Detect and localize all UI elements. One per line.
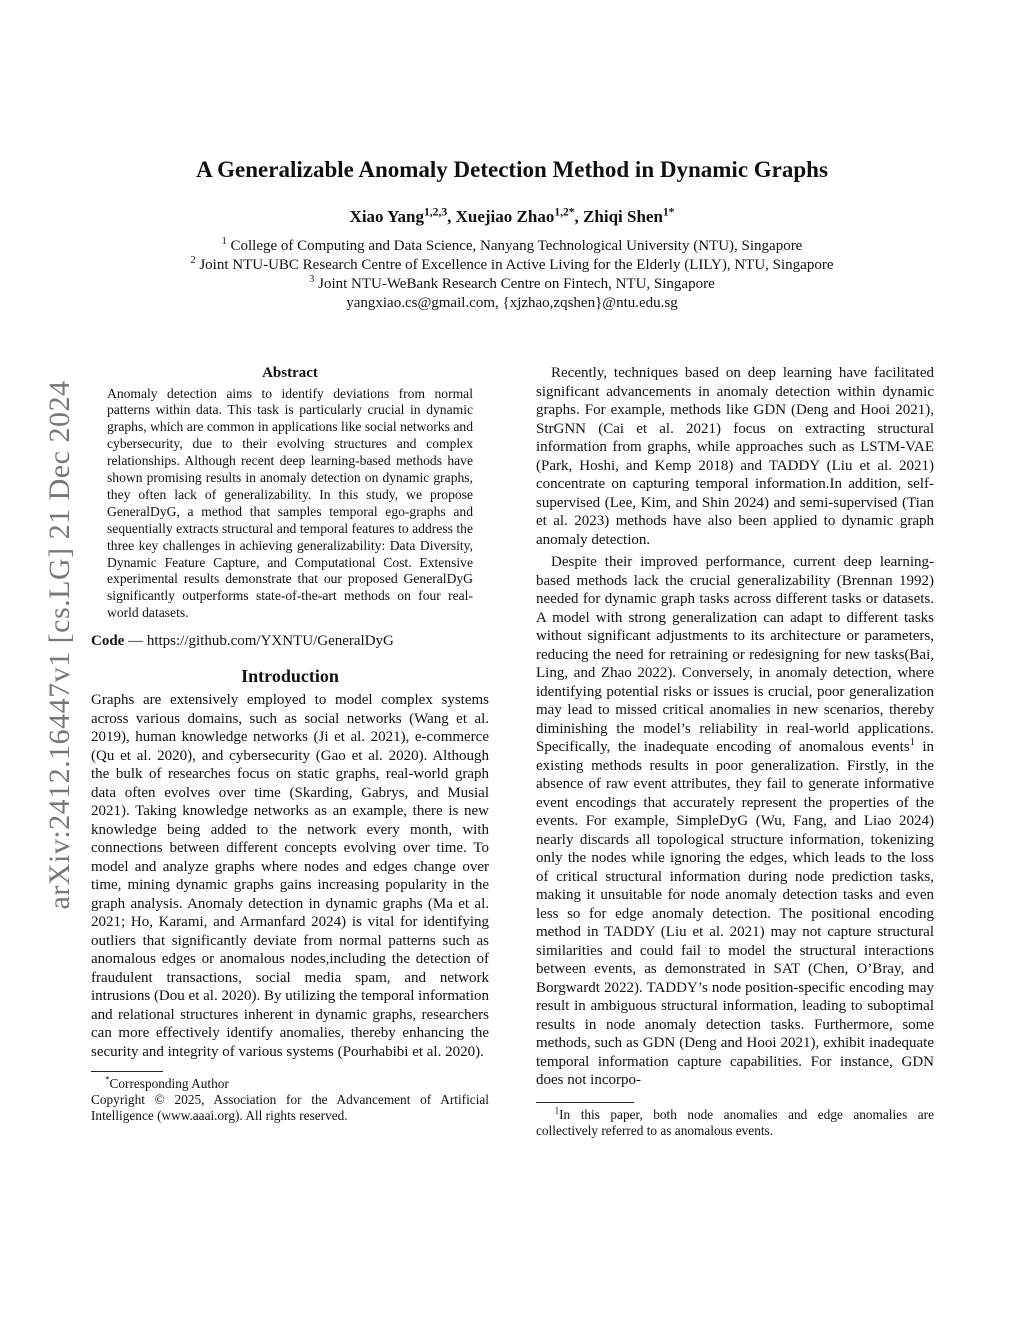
affiliation xyxy=(0,275,1024,294)
paper-title: A Generalizable Anomaly Detection Method in Dynamic Graphs xyxy=(196,157,828,182)
abstract-heading: Abstract xyxy=(262,365,318,381)
corresponding-author-note xyxy=(91,1076,489,1092)
footnote-divider xyxy=(536,1102,634,1103)
footnote-text: In this paper, both node anomalies and edge anomalies are collectively referred to as anomalous events. xyxy=(536,1106,934,1138)
affiliation-text: Joint NTU-UBC Research Centre of Excellence in Active Living for the Elderly (LILY), NTU, Singapore xyxy=(199,257,834,273)
author-marks: 1,2,3 xyxy=(424,205,448,219)
intro-paragraph-3 xyxy=(536,553,934,1090)
footnote-mark: 1 xyxy=(554,1105,560,1116)
affiliations xyxy=(0,237,1024,313)
right-column xyxy=(536,364,934,1139)
intro-paragraph-2: Recently, techniques based on deep learning have facilitated significant advancements in anomaly detection within dynamic graphs. For example, methods like GDN (Deng and Hooi 2021), StrGNN (Cai et al. 2021) focus on extracting structural information from graphs, while approaches such as LSTM-VAE (Park, Hoshi, and Kemp 2018) and TADDY (Liu et al. 2021) concentrate on capturing temporal information.In addition, self-supervised (Lee, Kim, and Shin 2024) and semi-supervised (Tian et al. 2023) methods have also been applied to dynamic graph anomaly detection. xyxy=(536,365,934,548)
code-link-line xyxy=(91,632,489,651)
affiliation xyxy=(0,237,1024,256)
code-label: Code xyxy=(91,633,125,650)
affiliation-text: College of Computing and Data Science, Nanyang Technological University (NTU), Singapore xyxy=(230,238,803,254)
author-emails: yangxiao.cs@gmail.com, {xjzhao,zqshen}@ntu.edu.sg xyxy=(346,295,678,311)
abstract-text: Anomaly detection aims to identify deviations from normal patterns within data. This task is particularly crucial in dynamic graphs, which are common in applications like social networks and cybersecurity, due to their evolving structures and complex relationships. Although recent deep learning-based methods have shown promising results in anomaly detection on dynamic graphs, they often lack of generalizability. In this study, we propose GeneralDyG, a method that samples temporal ego-graphs and sequentially extracts structural and temporal features to address the three key challenges in achieving generalizability: Data Diversity, Dynamic Feature Capture, and Computational Cost. Extensive experimental results demonstrate that our proposed GeneralDyG significantly outperforms state-of-the-art methods on four real-world datasets. xyxy=(107,385,473,621)
affiliation-mark: 2 xyxy=(190,255,196,266)
author-name: Zhiqi Shen xyxy=(583,207,663,226)
footnote-text: Corresponding Author xyxy=(109,1076,229,1092)
introduction-heading: Introduction xyxy=(241,665,339,686)
footnote-mark: * xyxy=(105,1074,110,1085)
footnote-ref: 1 xyxy=(909,737,915,748)
code-url-link[interactable]: https://github.com/YXNTU/GeneralDyG xyxy=(146,633,394,650)
arxiv-stamp-text: arXiv:2412.16447v1 [cs.LG] 21 Dec 2024 xyxy=(43,380,76,910)
paragraph-text: Despite their improved performance, current deep learning-based methods lack the crucial generalizability (Brennan 1992) needed for dynamic graph tasks across different tasks or datasets. A model with strong generalization can adapt to different tasks without significant adjustments to its architecture or parameters, reducing the need for retraining or redesigning for new tasks(Bai, Ling, and Zhao 2022). Conversely, in anomaly detection, where identifying potential risks or issues is crucial, poor generalization may lead to missed critical anomalies in new scenarios, thereby diminishing the model’s reliability in real-world applications. Specifically, the inadequate encoding of anomalous events xyxy=(536,554,934,755)
affiliation xyxy=(0,256,1024,275)
author-name: Xuejiao Zhao xyxy=(455,207,555,226)
author-marks: 1,2* xyxy=(554,205,575,219)
abstract-block xyxy=(91,364,489,622)
footnote-1 xyxy=(536,1107,934,1139)
author-marks: 1* xyxy=(662,205,675,219)
author-list: Xiao Yang$^{1,2,3}$, Xuejiao Zhao$^{1,2*}$, Zhiqi Shen$^{1*}$ xyxy=(349,205,675,226)
copyright-notice: Copyright © 2025, Association for the Advancement of Artificial Intelligence (www.aaai.org). All rights reserved. xyxy=(91,1092,489,1124)
footnote-divider xyxy=(91,1071,163,1072)
author-name: Xiao Yang xyxy=(349,207,425,226)
left-column xyxy=(91,364,489,1124)
paragraph-text: in existing methods results in poor generalization. Firstly, in the absence of raw event attributes, they fail to generate informative event encodings that accurately represent the properties of the events. For example, SimpleDyG (Wu, Fang, and Liao 2024) nearly discards all topological structure information, tokenizing only the nodes while ignoring the edges, which leads to the loss of critical structural information during node prediction tasks, making it unsuitable for node anomaly detection tasks and even less so for edge anomaly detection. The positional encoding method in TADDY (Liu et al. 2021) may not capture structural similarities and could fail to model the structural interactions between events, as demonstrated in SAT (Chen, O’Bray, and Borgwardt 2022). TADDY’s node position-specific encoding may result in ambiguous structural information, leading to suboptimal results in node anomaly detection tasks. Furthermore, some methods, such as GDN (Deng and Hooi 2021), exhibit inadequate temporal information capture capabilities. For instance, GDN does not incorpo- xyxy=(536,739,934,1088)
intro-paragraph-1: Graphs are extensively employed to model complex systems across various domains, such as social networks (Wang et al. 2019), human knowledge networks (Ji et al. 2021), e-commerce (Qu et al. 2020), and cybersecurity (Gao et al. 2020). Although the bulk of researches focus on static graphs, real-world graph data often evolves over time (Skarding, Gabrys, and Musial 2021). Taking knowledge networks as an example, there is new knowledge being added to the network every month, with connections between different concepts evolving over time. To model and analyze graphs where nodes and edges change over time, mining dynamic graphs gains increasing popularity in the graph analysis. Anomaly detection in dynamic graphs (Ma et al. 2021; Ho, Karami, and Armanfard 2024) is vital for identifying outliers that significantly deviate from normal patterns such as anomalous edges or anomalous nodes,including the detection of fraudulent transactions, social media spam, and network intrusions (Dou et al. 2020). By utilizing the temporal information and relational structures inherent in dynamic graphs, researchers can more effectively identify anomalies, thereby enhancing the security and integrity of various systems (Pourhabibi et al. 2020). xyxy=(91,692,489,1060)
affiliation-mark: 1 xyxy=(221,236,227,247)
code-separator: — xyxy=(124,633,147,650)
affiliation-mark: 3 xyxy=(309,274,315,285)
affiliation-text: Joint NTU-WeBank Research Centre on Fintech, NTU, Singapore xyxy=(318,276,715,292)
